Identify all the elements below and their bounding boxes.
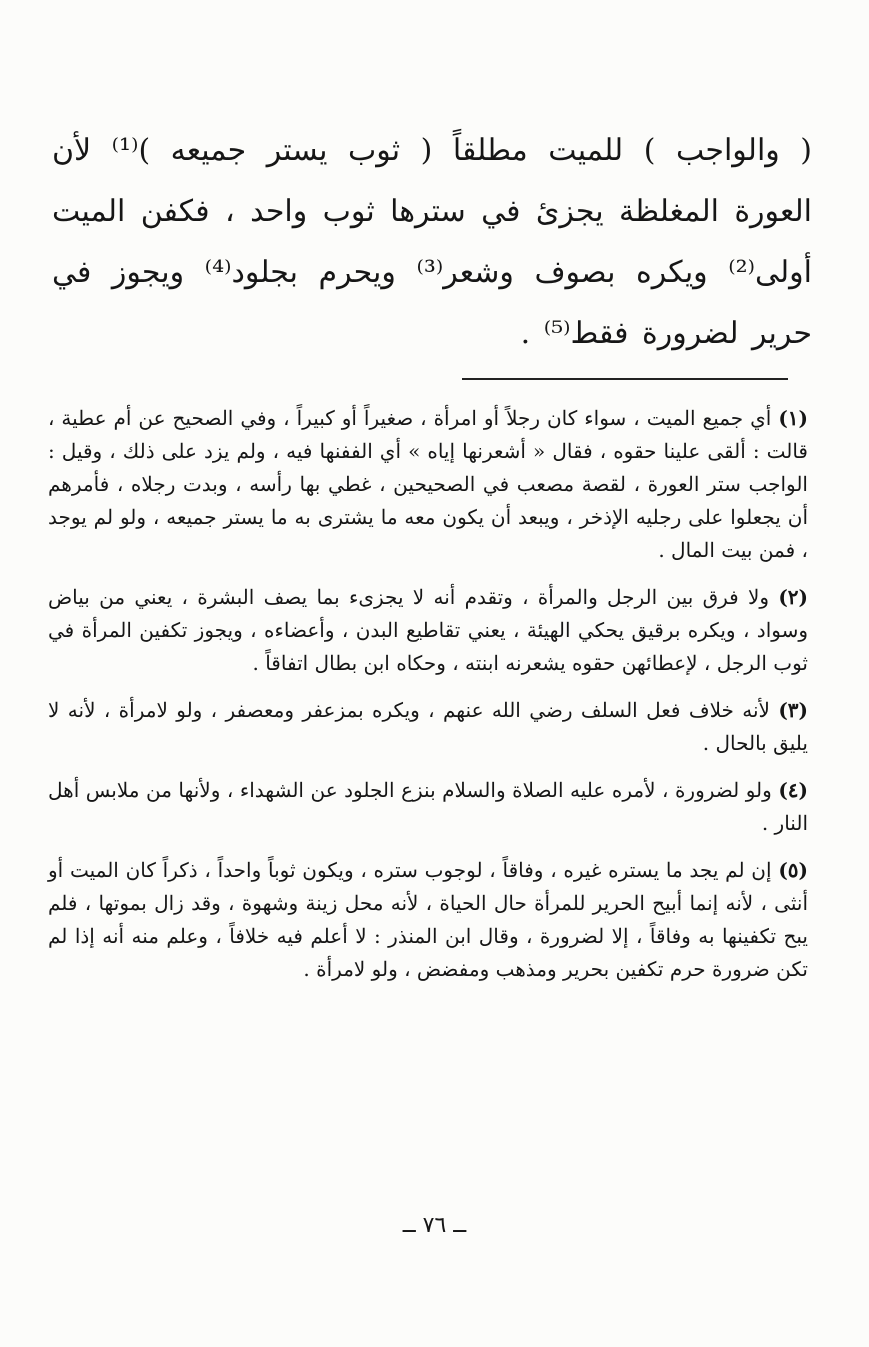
footnote-separator (462, 378, 788, 380)
footnotes (48, 402, 808, 1000)
footnote-text: ولو لضرورة ، لأمره عليه الصلاة والسلام بنزع الجلود عن الشهداء ، ولأنها من ملابس أهل النار . (48, 778, 808, 835)
footnote-2 (48, 581, 808, 680)
footnote-text: أي جميع الميت ، سواء كان رجلاً أو امرأة ، صغيراً أو كبيراً ، وفي الصحيح عن أم عطية ، قالت : ألقى علينا حقوه ، فقال « أشعرنها إياه » أي الففنها فيه ، ولم يزد على ذلك ، وقيل : الواجب ستر العورة ، لقصة مصعب في الصحيحين ، غطي بها رأسه ، وبدت رجلاه ، فأمرهم أن يجعلوا على رجليه الإذخر ، ويبعد أن يكون معه ما يشترى به ما يستر جميعه ، ولو لم يوجد ، فمن بيت المال . (48, 406, 808, 562)
footnote-text: ولا فرق بين الرجل والمرأة ، وتقدم أنه لا يجزىء بما يصف البشرة ، يعني من بياض وسواد ، ويكره برقيق يحكي الهيئة ، يعني تقاطيع البدن ، وأعضاءه ، ويجوز تكفين المرأة في ثوب الرجل ، لإعطائهن حقوه يشعرنه ابنته ، وحكاه ابن بطال اتفاقاً . (48, 585, 808, 675)
footnote-number: (٣) (778, 698, 808, 722)
page-number: ــ ٧٦ ــ (402, 1213, 467, 1238)
footnote-number: (٤) (778, 778, 809, 802)
footnote-4 (48, 774, 808, 840)
main-text (52, 120, 812, 364)
footnote-number: (١) (778, 406, 808, 430)
footnote-text: لأنه خلاف فعل السلف رضي الله عنهم ، ويكره بمزعفر ومعصفر ، ولو لامرأة ، لأنه لا يليق بالحال . (48, 698, 808, 755)
main-paragraph: ( والواجب ) للميت مطلقاً ( ثوب يستر جميعه )⁽¹⁾ لأن العورة المغلظة يجزئ في سترها ثوب واحد ، فكفن الميت أولى⁽²⁾ ويكره بصوف وشعر⁽³⁾ ويحرم بجلود⁽⁴⁾ ويجوز في حرير لضرورة فقط⁽⁵⁾ . (52, 133, 813, 351)
footnote-3 (48, 694, 808, 760)
footnote-number: (٢) (778, 585, 808, 609)
footnote-text: إن لم يجد ما يستره غيره ، وفاقاً ، لوجوب ستره ، ويكون ثوباً واحداً ، ذكراً كان الميت أو أنثى ، لأنه إنما أبيح الحرير للمرأة حال الحياة ، لأنه محل زينة وشهوة ، وقد زال بموتها ، فلم يبح تكفينها به وفاقاً ، إلا لضرورة ، وقال ابن المنذر : لا أعلم فيه خلافاً ، وعلم منه أنه إذا لم تكن ضرورة حرم تكفين بحرير ومذهب ومفضض ، ولو لامرأة . (48, 858, 808, 981)
footnote-1 (48, 402, 808, 567)
footnote-number: (٥) (778, 858, 808, 882)
footnote-5 (48, 854, 808, 986)
